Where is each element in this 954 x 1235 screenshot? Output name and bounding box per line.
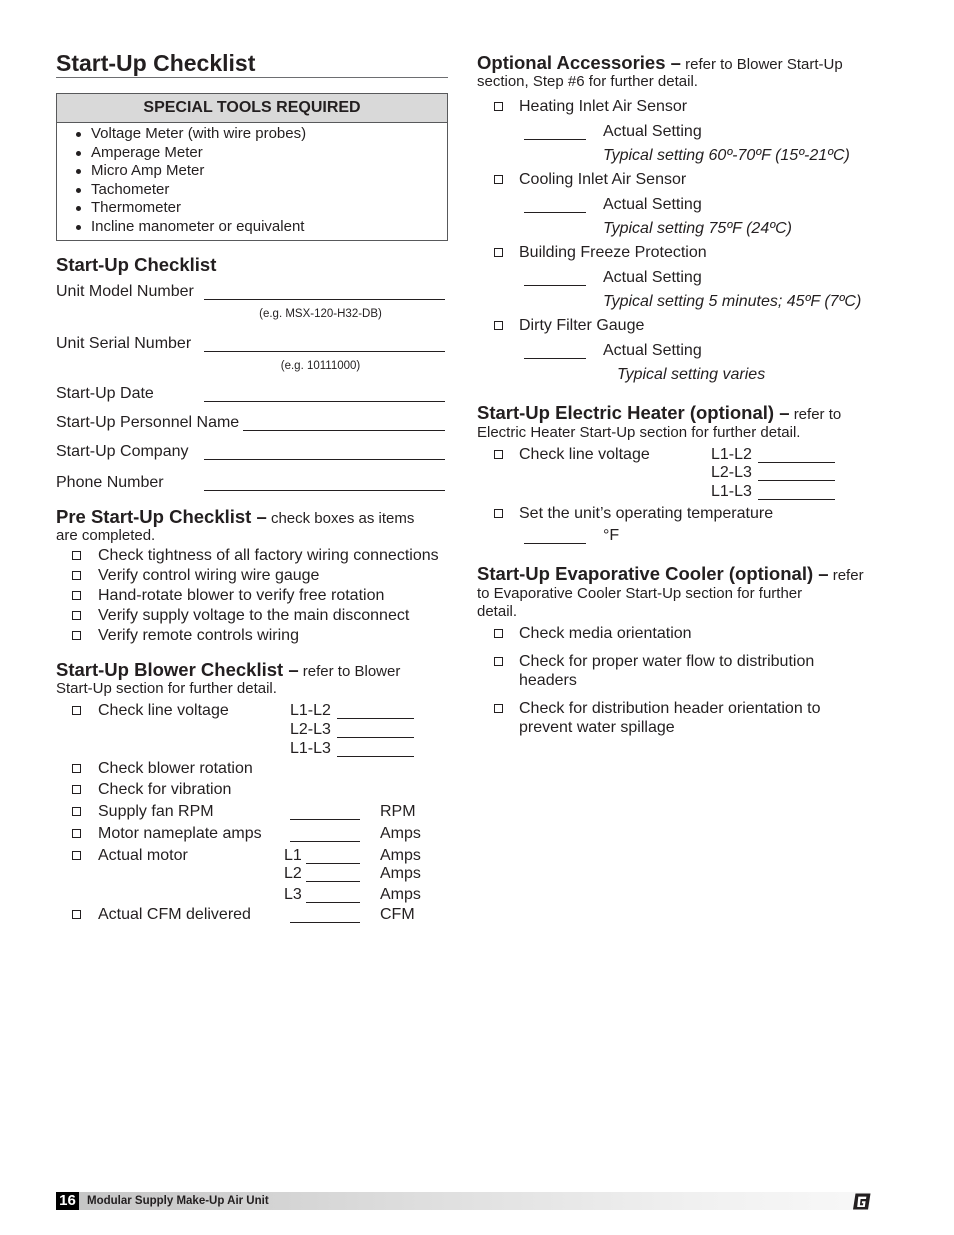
blank-line [337,718,414,719]
checkbox [494,629,503,638]
unit-model-number-line [204,299,445,300]
blower-note-cont: Start-Up section for further detail. [56,680,277,697]
unit-label: Amps [380,865,421,882]
blank-line [290,841,360,842]
supply-fan-rpm: Supply fan RPM [98,803,214,820]
bullet-icon [76,206,81,211]
actual-setting-label: Actual Setting [603,123,702,140]
pre-startup-item: Verify control wiring wire gauge [98,567,320,584]
blank-line [306,863,360,864]
pre-startup-item: Hand-rotate blower to verify free rotation [98,587,385,604]
page-number: 16 [56,1192,79,1210]
checkbox [494,704,503,713]
checkbox [72,764,81,773]
blank-line [758,480,835,481]
unit-serial-number-label: Unit Serial Number [56,335,192,352]
tool-item [57,125,447,144]
phone-number-line [204,490,445,491]
blank-line [524,212,586,213]
evaporative-cooler-note: refer [832,567,864,584]
checkbox [72,611,81,620]
blank-line [524,139,586,140]
special-tools-list [57,125,447,237]
evaporative-item: Check for distribution header orientation to [519,700,821,717]
checkbox [494,321,503,330]
startup-checklist-heading: Start-Up Checklist [56,254,217,275]
accessory-label: Dirty Filter Gauge [519,317,645,334]
pre-startup-item: Check tightness of all factory wiring connections [98,547,439,564]
accessory-label: Building Freeze Protection [519,244,707,261]
unit-label: Amps [380,825,421,842]
optional-accessories-note: refer to Blower Start-Up [685,56,843,73]
tool-item [57,218,447,237]
heater-operating-temperature: Set the unit’s operating temperature [519,505,774,522]
typical-setting: Typical setting varies [617,366,766,383]
checkbox [494,102,503,111]
phase-label: L1-L2 [711,446,752,463]
tool-label: Incline manometer or equivalent [91,217,305,235]
startup-date-line [204,401,445,402]
blower-rotation: Check blower rotation [98,760,253,777]
typical-setting: Typical setting 60º-70ºF (15º-21ºC) [603,147,850,164]
phase-label: L2-L3 [290,721,331,738]
blank-line [758,499,835,500]
actual-setting-label: Actual Setting [603,269,702,286]
evaporative-cooler-note-cont: detail. [477,603,518,620]
startup-personnel-line [243,430,445,431]
unit-label: RPM [380,803,416,820]
tool-item [57,144,447,163]
evaporative-cooler-note-cont: to Evaporative Cooler Start-Up section for further [477,585,803,602]
optional-accessories-note-cont: section, Step #6 for further detail. [477,73,698,90]
blank-line [524,285,586,286]
checkbox [494,175,503,184]
checkbox [72,785,81,794]
startup-date-label: Start-Up Date [56,385,154,402]
phase-label: L1-L3 [711,483,752,500]
checkbox [72,829,81,838]
unit-label: CFM [380,906,415,923]
actual-motor: Actual motor [98,847,188,864]
leg-label: L2 [284,865,302,882]
pre-startup-note: check boxes as items [270,510,415,527]
footer-title: Modular Supply Make-Up Air Unit [87,1195,269,1207]
unit-model-number-label: Unit Model Number [56,283,194,300]
evaporative-item-cont: headers [519,672,577,689]
tool-item [57,181,447,200]
checkbox [72,706,81,715]
blank-line [306,881,360,882]
phase-label: L1-L3 [290,740,331,757]
company-logo [852,1193,871,1215]
blank-line [290,922,360,923]
checkbox [72,807,81,816]
logo-icon [852,1193,871,1210]
checkbox [72,851,81,860]
checkbox [72,631,81,640]
blank-line [337,737,414,738]
leg-label: L3 [284,886,302,903]
bullet-icon [76,132,81,137]
bullet-icon [76,169,81,174]
evaporative-item-cont: prevent water spillage [519,719,675,736]
motor-nameplate-amps: Motor nameplate amps [98,825,262,842]
blower-line-voltage: Check line voltage [98,702,229,719]
blower-heading: Start-Up Blower Checklist – [56,659,299,680]
unit-label: Amps [380,886,421,903]
tool-label: Amperage Meter [91,143,203,161]
actual-setting-label: Actual Setting [603,342,702,359]
checkbox [72,571,81,580]
electric-heater-heading: Start-Up Electric Heater (optional) – [477,402,790,423]
tool-label: Tachometer [91,180,170,198]
electric-heater-note: refer to [793,406,842,423]
leg-label: L1 [284,847,302,864]
phase-label: L2-L3 [711,464,752,481]
actual-setting-label: Actual Setting [603,196,702,213]
blank-line [306,902,360,903]
temperature-unit: °F [603,527,620,544]
evaporative-cooler-heading: Start-Up Evaporative Cooler (optional) – [477,563,829,584]
unit-serial-number-example: (e.g. 10111000) [280,360,361,372]
accessory-label: Cooling Inlet Air Sensor [519,171,687,188]
bullet-icon [76,225,81,230]
tool-item [57,162,447,181]
actual-cfm: Actual CFM delivered [98,906,251,923]
checkbox [72,910,81,919]
checkbox [494,248,503,257]
tool-label: Micro Amp Meter [91,162,205,180]
checkbox [494,657,503,666]
tool-item [57,199,447,218]
typical-setting: Typical setting 5 minutes; 45ºF (7ºC) [603,293,862,310]
pre-startup-heading: Pre Start-Up Checklist – [56,506,267,527]
unit-serial-number-line [204,351,445,352]
electric-heater-note-cont: Electric Heater Start-Up section for further detail. [477,424,801,441]
bullet-icon [76,151,81,156]
blank-line [758,462,835,463]
title-rule [56,77,448,78]
unit-label: Amps [380,847,421,864]
pre-startup-item: Verify supply voltage to the main disconnect [98,607,410,624]
phone-number-label: Phone Number [56,474,164,491]
blower-note: refer to Blower [302,663,401,680]
pre-startup-item: Verify remote controls wiring [98,627,299,644]
heater-line-voltage: Check line voltage [519,446,650,463]
bullet-icon [76,188,81,193]
checkbox [72,551,81,560]
unit-model-number-example: (e.g. MSX-120-H32-DB) [259,308,382,320]
tool-label: Voltage Meter (with wire probes) [91,125,307,142]
special-tools-heading: SPECIAL TOOLS REQUIRED [57,94,447,123]
optional-accessories-heading: Optional Accessories – [477,52,681,73]
startup-company-line [204,459,445,460]
checkbox [494,450,503,459]
evaporative-item: Check media orientation [519,625,692,642]
startup-personnel-label: Start-Up Personnel Name [56,414,240,431]
startup-company-label: Start-Up Company [56,443,189,460]
evaporative-item: Check for proper water flow to distribution [519,653,815,670]
typical-setting: Typical setting 75ºF (24ºC) [603,220,792,237]
blank-line [337,756,414,757]
tool-label: Thermometer [91,199,182,217]
blank-line [524,543,586,544]
blower-vibration: Check for vibration [98,781,232,798]
blank-line [524,358,586,359]
pre-startup-note-cont: are completed. [56,527,156,544]
blank-line [290,819,360,820]
checkbox [72,591,81,600]
phase-label: L1-L2 [290,702,331,719]
page-title: Start-Up Checklist [56,50,256,76]
special-tools-box [56,93,448,241]
checkbox [494,509,503,518]
accessory-label: Heating Inlet Air Sensor [519,98,688,115]
